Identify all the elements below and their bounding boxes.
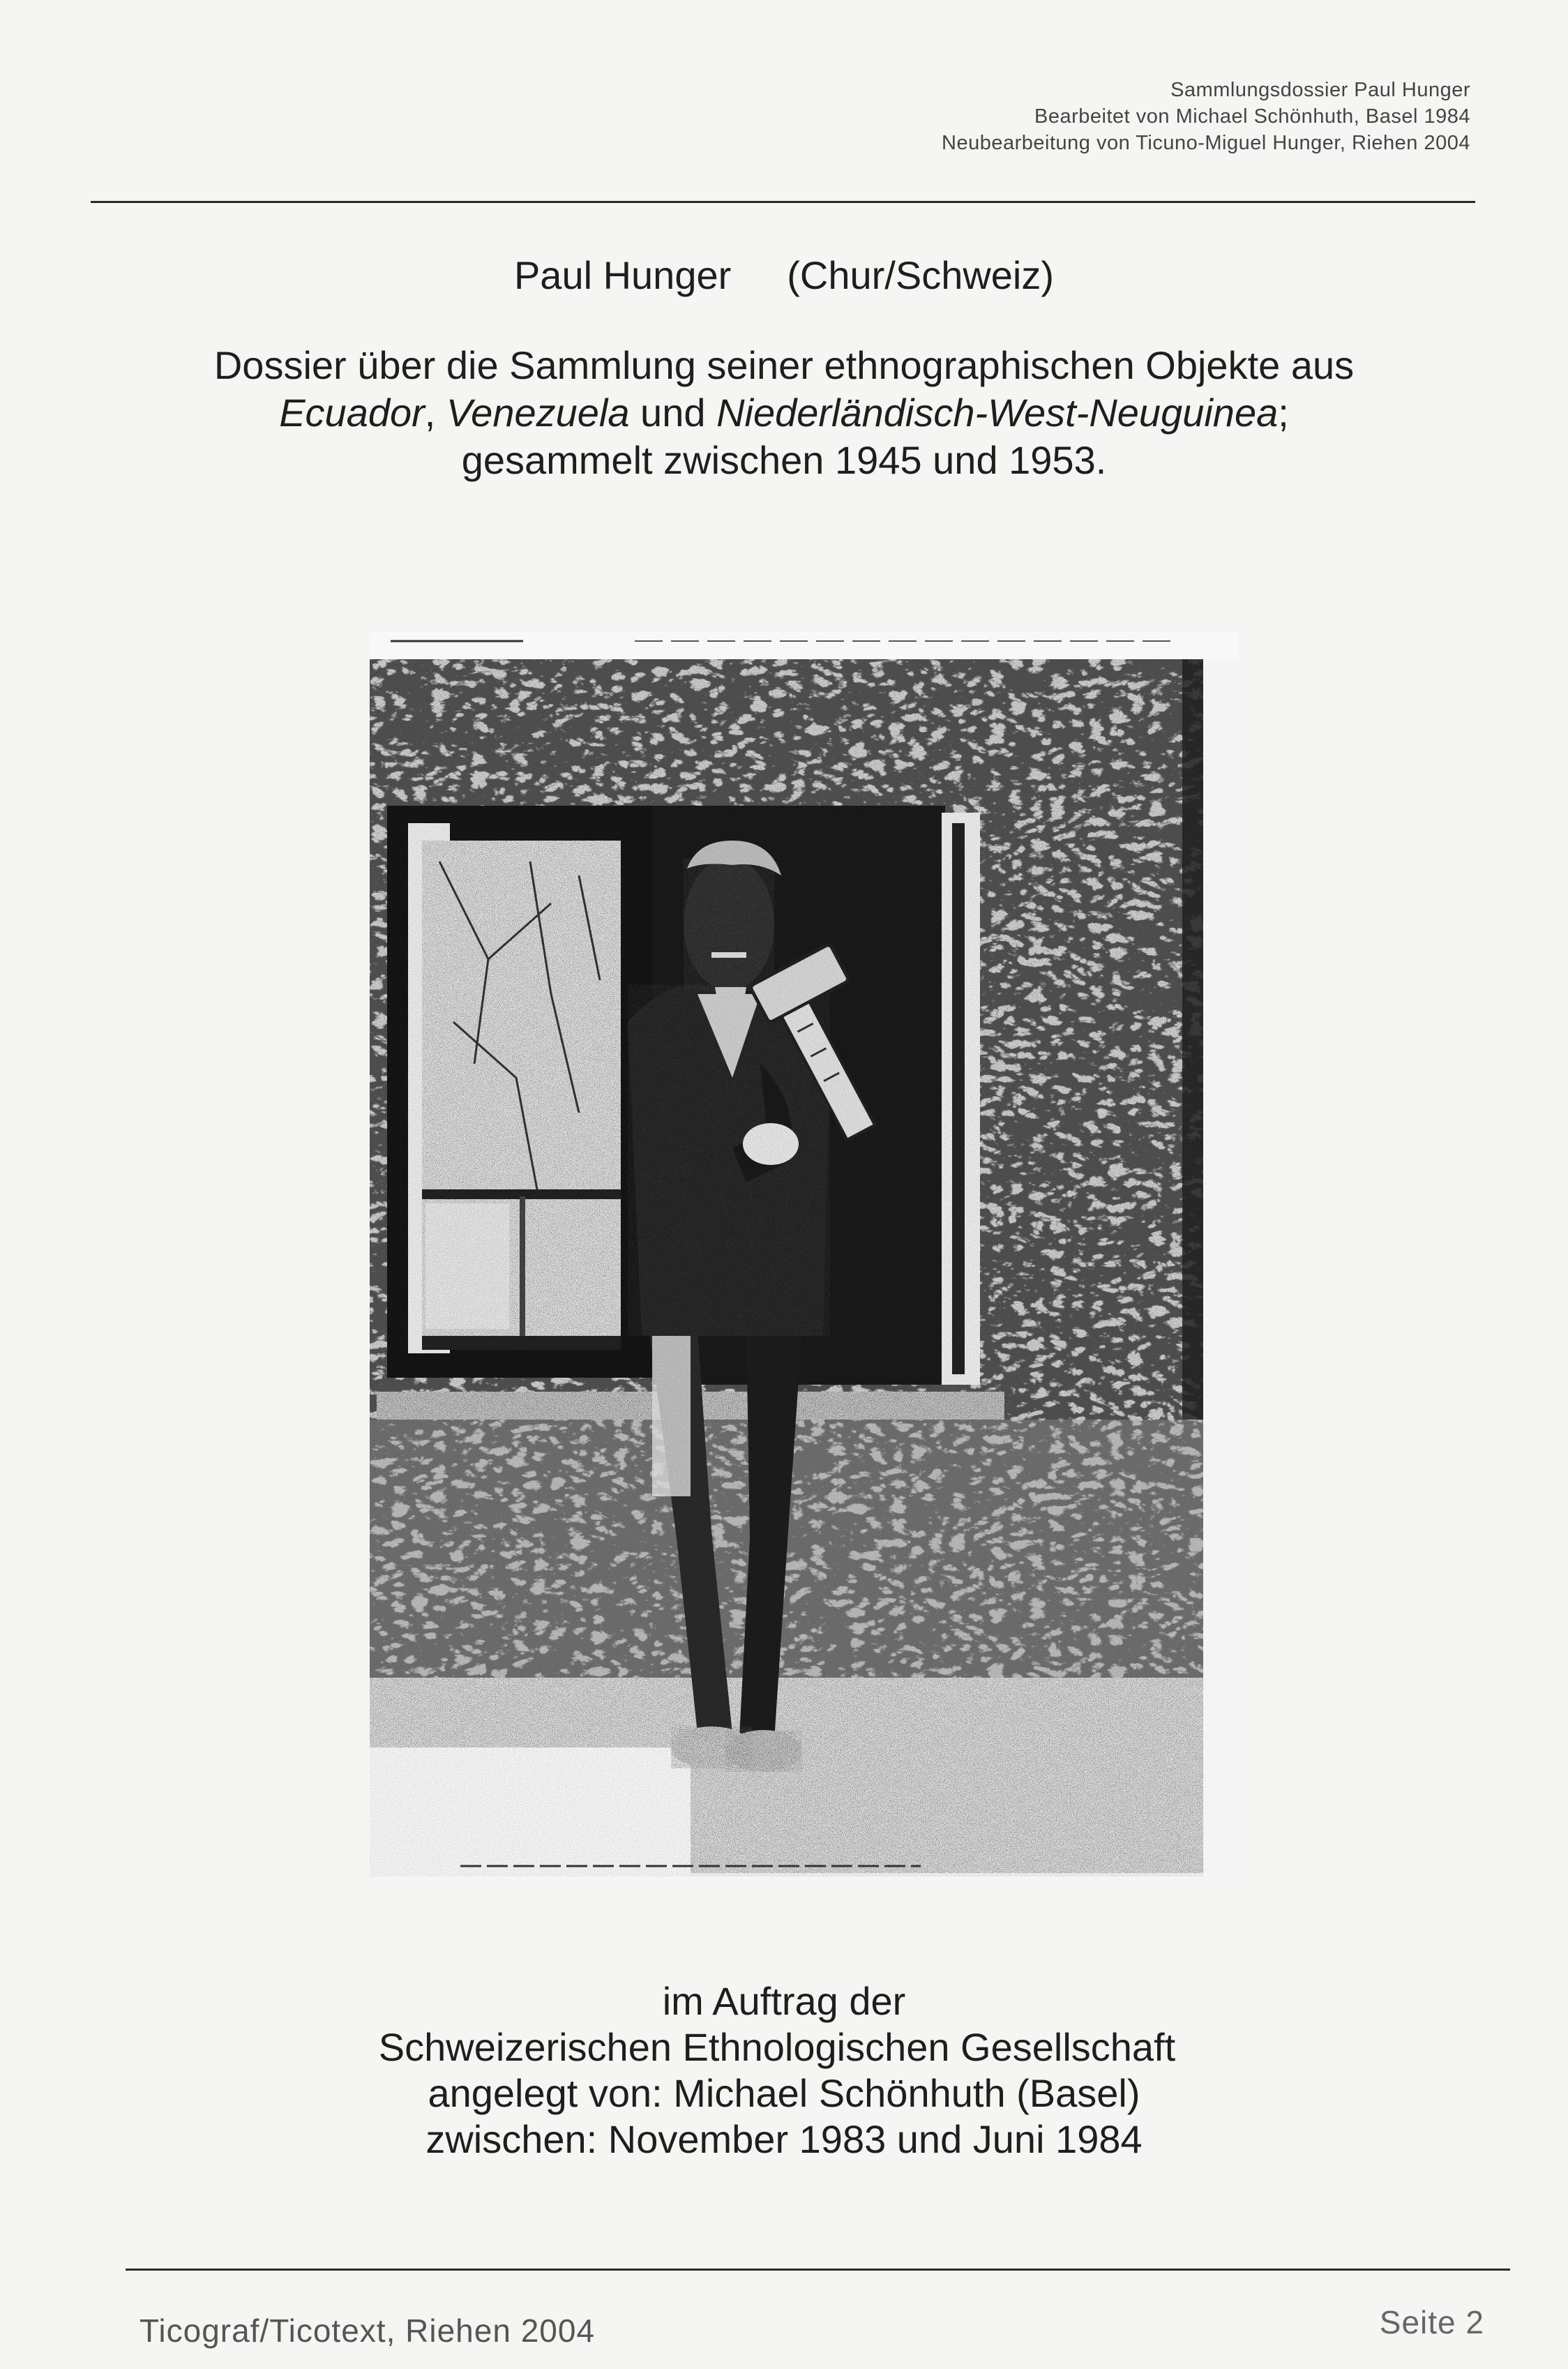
subtitle-line-3: gesammelt zwischen 1945 und 1953. [461,438,1107,482]
footer-divider [126,2269,1510,2271]
commission-compiled-by: angelegt von: Michael Schönhuth (Basel) [428,2071,1140,2115]
subtitle-line-1: Dossier über die Sammlung seiner ethnographischen Objekte aus [213,343,1355,387]
country-venezuela: Venezuela [446,391,630,435]
photo-illustration [370,631,1238,1877]
header-revised-by: Neubearbeitung von Ticuno-Miguel Hunger, Riehen 2004 [942,132,1470,154]
commission-society: Schweizerischen Ethnologischen Gesellschaft [378,2025,1176,2069]
footer-publisher: Ticograf/Ticotext, Riehen 2004 [140,2312,596,2349]
page-header [942,77,1470,156]
document-title [0,251,1568,300]
country-new-guinea: Niederländisch-West-Neuguinea [716,391,1279,435]
subtitle-line-2: Ecuador, Venezuela und Niederländisch-West-Neuguinea; [279,391,1289,435]
commission-period: zwischen: November 1983 und Juni 1984 [425,2117,1143,2161]
header-divider [91,201,1475,203]
commission-line-1: im Auftrag der [662,1979,906,2023]
portrait-photo [370,631,1238,1877]
commission-block [0,1978,1568,2163]
title-place: (Chur/Schweiz) [787,253,1055,297]
country-ecuador: Ecuador [279,391,425,435]
document-subtitle [0,342,1568,484]
header-edited-by: Bearbeitet von Michael Schönhuth, Basel 1984 [1034,105,1470,128]
title-name: Paul Hunger [513,253,732,297]
page-number: Seite 2 [1379,2304,1484,2340]
header-collection-title: Sammlungsdossier Paul Hunger [1170,79,1470,101]
